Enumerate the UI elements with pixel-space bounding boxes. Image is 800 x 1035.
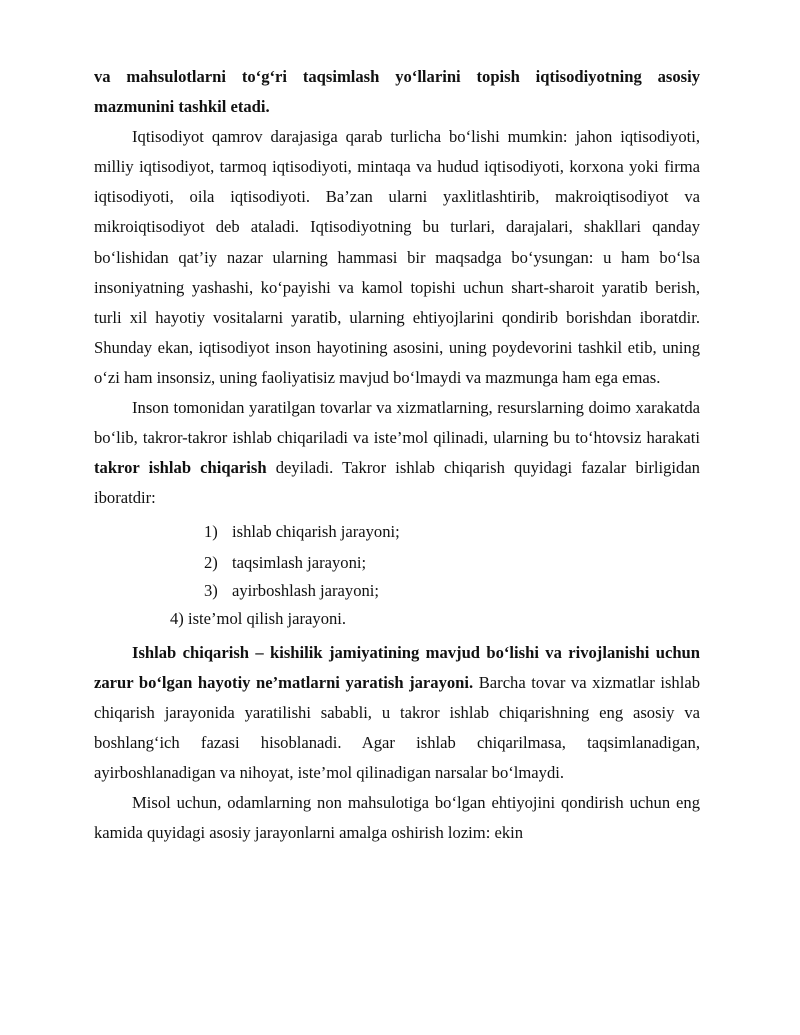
conclusion-bold-text: va mahsulotlarni to‘g‘ri taqsimlash yo‘llarini topish iqtisodiyotning asosiy mazmunini tashkil etadi. — [94, 67, 700, 117]
list-item-text: taqsimlash jarayoni; — [232, 552, 367, 572]
reproduction-text-end: deyiladi. Takror ishlab chiqarish quyidagi fazalar birligidan iboratdir: — [94, 458, 700, 508]
phase-four: 4) iste’mol qilish jarayoni. — [170, 608, 347, 628]
paragraph-reproduction — [94, 393, 700, 513]
list-item-text: ayirboshlash jarayoni; — [232, 580, 380, 600]
list-item — [94, 517, 700, 547]
paragraph-bread-example: Misol uchun, odamlarning non mahsulotiga bo‘lgan ehtiyojini qondirish uchun eng kamida quyidagi asosiy jarayonlarni amalga oshirish lozim: ekin — [94, 793, 700, 843]
list-item-number: 2) — [204, 552, 218, 572]
list-item-number: 1) — [204, 522, 218, 542]
list-item-number: 3) — [204, 580, 218, 600]
reproduction-text-start: Inson tomonidan yaratilgan tovarlar va xizmatlarning, resurslarning doimo xarakatda bo‘lib, takror-takror ishlab chiqariladi va iste’mol qilinadi, ularning bu to‘htovsiz harakati — [94, 398, 700, 448]
list-item-text: ishlab chiqarish jarayoni; — [232, 522, 400, 542]
phases-list — [94, 517, 700, 603]
paragraph-conclusion — [94, 62, 700, 122]
reproduction-term: takror ishlab chiqarish — [94, 458, 267, 478]
production-definition-bold: Ishlab chiqarish – kishilik jamiyatining mavjud bo‘lishi va rivojlanishi uchun zarur bo‘lgan hayotiy ne’matlarni yaratish jarayoni. — [94, 642, 700, 692]
list-item — [94, 578, 700, 604]
paragraph-production-definition — [94, 638, 700, 788]
production-definition-rest: Barcha tovar va xizmatlar ishlab chiqarish jarayonida yaratilishi sababli, u takror ishlab chiqarishning eng asosiy va boshlang‘ich fazasi hisoblanadi. Agar ishlab chiqarilmasa, taqsimlanadigan, ayirboshlanadigan va nihoyat, iste’mol qilinadigan narsalar bo‘lmaydi. — [94, 672, 700, 782]
list-item — [94, 548, 700, 578]
document-body — [94, 62, 700, 848]
paragraph-economy-levels: Iqtisodiyot qamrov darajasiga qarab turlicha bo‘lishi mumkin: jahon iqtisodiyoti, milliy iqtisodiyot, tarmoq iqtisodiyoti, mintaqa va hudud iqtisodiyoti, korxona yoki firma iqtisodiyoti, oila iqtisodiyoti. Ba’zan ularni yaxlitlashtirib, makroiqtisodiyot va mikroiqtisodiyot deb ataladi. Iqtisodiyotning bu turlari, darajalari, shakllari qanday bo‘lishidan qat’iy nazar ularning hammasi bir maqsadga bo‘ysungan: u ham bo‘lsa insoniyatning yashashi, ko‘payishi va kamol topishi uchun shart-sharoit yaratib berish, turli xil hayotiy vositalarni yaratib, ularning ehtiyojlarini qondirib borishdan iboratdir. Shunday ekan, iqtisodiyot inson hayotining asosini, uning poydevorini tashkil etib, uning o‘zi ham insonsiz, uning faoliyatisiz mavjud bo‘lmaydi va mazmunga ham ega emas. — [94, 127, 700, 387]
